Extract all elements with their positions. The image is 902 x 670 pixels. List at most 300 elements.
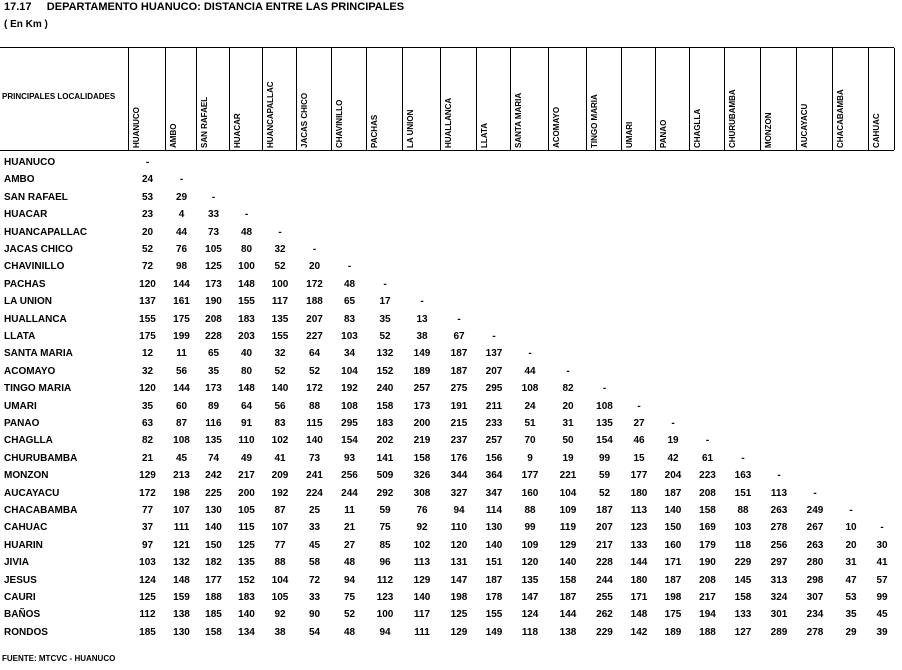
distance-cell: 48 xyxy=(343,278,356,290)
distance-cell: 175 xyxy=(664,609,682,621)
distance-cell: 52 xyxy=(379,331,391,342)
distance-cell: 140 xyxy=(664,505,682,516)
distance-cell: 160 xyxy=(664,539,682,551)
distance-cell: 158 xyxy=(559,574,577,586)
distance-cell: 11 xyxy=(176,348,187,360)
distance-cell: - xyxy=(244,209,249,221)
header-divider xyxy=(366,48,367,150)
distance-cell: 187 xyxy=(596,505,613,516)
row-label: LA UNION xyxy=(4,296,52,308)
distance-cell: 48 xyxy=(343,626,356,638)
distance-cell: 256 xyxy=(770,539,788,551)
distance-cell: 192 xyxy=(271,487,289,499)
column-header-jacas-chico: JACAS CHICO xyxy=(300,92,309,148)
distance-cell: 215 xyxy=(450,418,468,429)
distance-cell: 509 xyxy=(376,470,394,482)
distance-cell: 221 xyxy=(559,470,577,482)
distance-cell: 115 xyxy=(238,522,255,534)
distance-cell: 32 xyxy=(274,348,286,360)
distance-cell: 88 xyxy=(274,557,286,569)
distance-cell: 74 xyxy=(207,452,220,464)
distance-cell: 120 xyxy=(139,278,156,290)
distance-cell: 92 xyxy=(416,522,428,534)
distance-cell: 41 xyxy=(274,452,286,464)
distance-cell: - xyxy=(312,244,317,255)
distance-cell: 155 xyxy=(271,331,289,342)
header-divider xyxy=(128,48,129,150)
distance-cell: 80 xyxy=(240,365,253,377)
distance-cell: 140 xyxy=(559,557,577,569)
distance-cell: 9 xyxy=(527,452,533,464)
distance-cell: 175 xyxy=(139,331,156,342)
distance-cell: 25 xyxy=(308,505,321,516)
distance-cell: 292 xyxy=(376,487,394,499)
distance-cell: 158 xyxy=(413,452,431,464)
distance-cell: 96 xyxy=(379,557,391,569)
distance-cell: 118 xyxy=(734,539,752,551)
row-label: RONDOS xyxy=(4,626,48,638)
distance-cell: 191 xyxy=(450,400,468,412)
row-label: PANAO xyxy=(4,418,40,429)
distance-cell: 103 xyxy=(139,557,156,569)
column-header-chacabamba: CHACABAMBA xyxy=(836,89,845,148)
distance-cell: 190 xyxy=(699,557,716,569)
distance-cell: 138 xyxy=(559,626,577,638)
row-label: AMBO xyxy=(4,174,35,186)
row-label: CHAVINILLO xyxy=(4,261,65,273)
distance-cell: - xyxy=(420,296,424,308)
distance-cell: 211 xyxy=(485,400,503,412)
distance-cell: 52 xyxy=(274,365,286,377)
distance-cell: 173 xyxy=(205,383,222,395)
distance-cell: 99 xyxy=(876,592,888,603)
distance-cell: 27 xyxy=(343,539,356,551)
distance-cell: 19 xyxy=(562,452,574,464)
distance-cell: 140 xyxy=(413,592,431,603)
distance-cell: 219 xyxy=(413,435,431,447)
table-header xyxy=(0,47,894,151)
column-header-pachas: PACHAS xyxy=(370,114,379,148)
distance-cell: 148 xyxy=(173,574,190,586)
row-label: CHACABAMBA xyxy=(4,505,78,516)
header-divider xyxy=(621,48,622,150)
distance-cell: 177 xyxy=(205,574,222,586)
distance-cell: 151 xyxy=(485,557,503,569)
distance-cell: 40 xyxy=(240,348,253,360)
distance-cell: 171 xyxy=(630,592,648,603)
distance-cell: 183 xyxy=(238,313,255,325)
distance-cell: 82 xyxy=(141,435,154,447)
distance-cell: 15 xyxy=(633,452,645,464)
distance-cell: 158 xyxy=(734,592,752,603)
distance-cell: 83 xyxy=(274,418,286,429)
distance-cell: 80 xyxy=(240,244,253,255)
header-divider xyxy=(262,48,263,150)
distance-cell: 64 xyxy=(240,400,253,412)
column-header-aucayacu: AUCAYACU xyxy=(800,103,809,148)
distance-cell: - xyxy=(637,400,641,412)
distance-cell: 45 xyxy=(175,452,188,464)
distance-cell: - xyxy=(813,487,817,499)
distance-cell: 50 xyxy=(562,435,574,447)
distance-cell: 154 xyxy=(341,435,358,447)
distance-cell: 237 xyxy=(450,435,468,447)
distance-cell: 145 xyxy=(734,574,752,586)
distance-cell: 52 xyxy=(308,365,321,377)
distance-cell: 46 xyxy=(633,435,645,447)
distance-cell: 90 xyxy=(308,609,321,621)
row-label: SAN RAFAEL xyxy=(4,191,68,203)
header-divider xyxy=(402,48,403,150)
distance-cell: - xyxy=(602,383,607,395)
distance-cell: 140 xyxy=(205,522,222,534)
distance-cell: 23 xyxy=(141,209,154,221)
distance-cell: 187 xyxy=(450,365,468,377)
column-header-tingo-maria: TINGO MARIA xyxy=(590,94,599,148)
distance-cell: 44 xyxy=(175,226,188,238)
distance-cell: 24 xyxy=(141,174,154,186)
distance-cell: 32 xyxy=(141,365,154,377)
distance-cell: 20 xyxy=(308,261,321,273)
distance-cell: 224 xyxy=(306,487,323,499)
distance-cell: 133 xyxy=(630,539,648,551)
distance-cell: 204 xyxy=(664,470,682,482)
distance-cell: 52 xyxy=(274,261,286,273)
distance-cell: 257 xyxy=(485,435,503,447)
distance-cell: - xyxy=(457,313,461,325)
distance-cell: 33 xyxy=(207,209,220,221)
distance-cell: 127 xyxy=(734,626,752,638)
distance-cell: 54 xyxy=(308,626,321,638)
distance-cell: 172 xyxy=(306,278,323,290)
header-divider xyxy=(868,48,869,150)
distance-cell: 73 xyxy=(207,226,220,238)
distance-cell: 130 xyxy=(173,626,190,638)
row-label: LLATA xyxy=(4,331,36,342)
distance-cell: 140 xyxy=(271,383,289,395)
distance-cell: 105 xyxy=(205,244,222,255)
distance-cell: 225 xyxy=(205,487,222,499)
distance-cell: 20 xyxy=(141,226,154,238)
distance-cell: 207 xyxy=(485,365,503,377)
distance-cell: 17 xyxy=(379,296,391,308)
distance-cell: 35 xyxy=(845,609,857,621)
distance-cell: 65 xyxy=(343,296,356,308)
distance-cell: 198 xyxy=(450,592,468,603)
distance-cell: 129 xyxy=(450,626,468,638)
row-label: JACAS CHICO xyxy=(4,244,73,255)
distance-cell: 104 xyxy=(341,365,358,377)
distance-cell: 275 xyxy=(450,383,468,395)
distance-cell: 256 xyxy=(341,470,358,482)
distance-cell: 49 xyxy=(240,452,253,464)
distance-cell: 61 xyxy=(701,452,714,464)
distance-cell: 119 xyxy=(559,522,577,534)
distance-cell: 121 xyxy=(173,539,190,551)
distance-cell: 242 xyxy=(205,470,222,482)
distance-cell: 33 xyxy=(308,522,321,534)
distance-cell: 93 xyxy=(343,452,356,464)
distance-cell: 19 xyxy=(667,435,679,447)
row-label: HUALLANCA xyxy=(4,313,67,325)
distance-cell: 175 xyxy=(173,313,190,325)
distance-cell: 255 xyxy=(596,592,613,603)
distance-cell: 58 xyxy=(308,557,321,569)
table-subtitle: ( En Km ) xyxy=(4,19,48,30)
distance-cell: 150 xyxy=(205,539,222,551)
distance-cell: 199 xyxy=(173,331,190,342)
distance-cell: 180 xyxy=(630,487,648,499)
distance-cell: 108 xyxy=(173,435,190,447)
header-divider xyxy=(832,48,833,150)
column-header-la-union: LA UNION xyxy=(406,109,415,148)
header-divider xyxy=(724,48,725,150)
distance-cell: 244 xyxy=(596,574,613,586)
row-label: UMARI xyxy=(4,400,37,412)
distance-cell: 30 xyxy=(876,539,888,551)
distance-cell: 129 xyxy=(139,470,156,482)
header-divider xyxy=(296,48,297,150)
distance-cell: - xyxy=(849,505,853,516)
distance-cell: 72 xyxy=(308,574,321,586)
distance-cell: - xyxy=(741,452,745,464)
header-divider xyxy=(586,48,587,150)
header-divider xyxy=(331,48,332,150)
distance-cell: 144 xyxy=(173,383,190,395)
column-header-huanuco: HUANUCO xyxy=(132,107,141,148)
distance-cell: 118 xyxy=(521,626,539,638)
column-header-huallanca: HUALLANCA xyxy=(444,97,453,148)
distance-cell: 135 xyxy=(271,313,289,325)
distance-cell: 24 xyxy=(524,400,536,412)
column-header-santa-maria: SANTA MARIA xyxy=(514,92,523,148)
distance-cell: 31 xyxy=(845,557,857,569)
distance-cell: 94 xyxy=(343,574,356,586)
header-divider xyxy=(510,48,511,150)
distance-cell: 144 xyxy=(559,609,577,621)
distance-cell: 152 xyxy=(376,365,394,377)
distance-cell: 147 xyxy=(521,592,539,603)
distance-cell: 124 xyxy=(521,609,539,621)
row-label: PACHAS xyxy=(4,278,46,290)
distance-cell: 48 xyxy=(240,226,253,238)
distance-cell: 147 xyxy=(450,574,468,586)
distance-cell: 207 xyxy=(596,522,613,534)
distance-cell: 133 xyxy=(734,609,752,621)
distance-cell: 171 xyxy=(664,557,682,569)
distance-cell: 313 xyxy=(770,574,788,586)
distance-cell: 53 xyxy=(141,191,154,203)
distance-cell: 198 xyxy=(664,592,682,603)
distance-cell: 77 xyxy=(141,505,154,516)
distance-cell: 364 xyxy=(485,470,503,482)
header-divider xyxy=(476,48,477,150)
row-label: MONZON xyxy=(4,470,49,482)
distance-cell: 202 xyxy=(376,435,394,447)
distance-cell: 116 xyxy=(205,418,222,429)
distance-cell: 45 xyxy=(308,539,321,551)
header-divider xyxy=(229,48,230,150)
distance-cell: 182 xyxy=(205,557,222,569)
distance-cell: 94 xyxy=(379,626,391,638)
header-divider xyxy=(440,48,441,150)
column-header-huancapallac: HUANCAPALLAC xyxy=(266,81,275,148)
distance-cell: 77 xyxy=(274,539,286,551)
distance-cell: 73 xyxy=(308,452,321,464)
row-label: CAURI xyxy=(4,592,36,603)
distance-cell: 203 xyxy=(238,331,255,342)
distance-cell: 278 xyxy=(770,522,788,534)
distance-cell: 187 xyxy=(559,592,577,603)
distance-cell: 33 xyxy=(308,592,321,603)
distance-cell: 140 xyxy=(238,609,255,621)
header-divider xyxy=(165,48,166,150)
distance-cell: 57 xyxy=(876,574,888,586)
distance-cell: 112 xyxy=(139,609,156,621)
distance-cell: 107 xyxy=(271,522,289,534)
distance-cell: 27 xyxy=(633,418,645,429)
distance-cell: 209 xyxy=(271,470,289,482)
distance-cell: 123 xyxy=(376,592,394,603)
column-header-huacar: HUACAR xyxy=(233,113,242,148)
distance-cell: 158 xyxy=(376,400,394,412)
distance-cell: 227 xyxy=(306,331,323,342)
distance-cell: 100 xyxy=(376,609,394,621)
header-localidades-label: PRINCIPALES LOCALIDADES xyxy=(2,92,116,101)
distance-cell: 158 xyxy=(699,505,716,516)
distance-cell: 327 xyxy=(450,487,468,499)
distance-cell: 138 xyxy=(173,609,190,621)
distance-cell: 104 xyxy=(559,487,577,499)
distance-cell: 229 xyxy=(734,557,752,569)
distance-cell: - xyxy=(528,348,532,360)
distance-cell: 64 xyxy=(308,348,321,360)
distance-cell: 129 xyxy=(413,574,431,586)
distance-cell: 120 xyxy=(139,383,156,395)
distance-cell: 297 xyxy=(770,557,788,569)
distance-cell: 113 xyxy=(770,487,788,499)
distance-cell: 63 xyxy=(141,418,154,429)
distance-cell: 109 xyxy=(521,539,539,551)
distance-cell: 125 xyxy=(139,592,156,603)
source-note: FUENTE: MTCVC - HUANUCO xyxy=(2,654,116,663)
distance-cell: 125 xyxy=(450,609,468,621)
distance-cell: 29 xyxy=(845,626,857,638)
distance-cell: 200 xyxy=(413,418,431,429)
distance-cell: 117 xyxy=(413,609,431,621)
distance-cell: 65 xyxy=(207,348,220,360)
header-divider xyxy=(760,48,761,150)
distance-cell: 75 xyxy=(343,592,356,603)
distance-cell: 176 xyxy=(450,452,468,464)
header-divider xyxy=(894,48,895,150)
distance-cell: 280 xyxy=(806,557,824,569)
distance-cell: 148 xyxy=(630,609,648,621)
row-label: JIVIA xyxy=(4,557,30,569)
distance-cell: 200 xyxy=(238,487,255,499)
distance-cell: 229 xyxy=(596,626,613,638)
distance-cell: 76 xyxy=(175,244,188,255)
distance-cell: 169 xyxy=(699,522,716,534)
row-label: HUANCAPALLAC xyxy=(4,226,88,238)
distance-cell: 56 xyxy=(175,365,188,377)
distance-cell: 324 xyxy=(770,592,788,603)
distance-cell: 173 xyxy=(413,400,431,412)
distance-cell: 112 xyxy=(376,574,394,586)
distance-cell: 75 xyxy=(379,522,391,534)
distance-cell: 70 xyxy=(524,435,536,447)
distance-cell: 154 xyxy=(596,435,613,447)
distance-cell: 56 xyxy=(274,400,286,412)
distance-cell: 4 xyxy=(178,209,185,221)
distance-cell: 60 xyxy=(175,400,188,412)
column-header-cahuac: CAHUAC xyxy=(872,113,881,148)
column-header-chavinillo: CHAVINILLO xyxy=(335,99,344,148)
row-label: SANTA MARIA xyxy=(4,348,73,360)
distance-cell: 103 xyxy=(734,522,752,534)
distance-cell: 152 xyxy=(238,574,255,586)
distance-cell: 140 xyxy=(485,539,503,551)
distance-cell: 108 xyxy=(596,400,613,412)
distance-cell: 135 xyxy=(521,574,539,586)
distance-cell: 198 xyxy=(173,487,190,499)
header-divider xyxy=(689,48,690,150)
distance-cell: 207 xyxy=(306,313,323,325)
distance-cell: 89 xyxy=(207,400,220,412)
distance-cell: 37 xyxy=(141,522,154,534)
row-label: BAÑOS xyxy=(4,609,41,621)
distance-cell: - xyxy=(211,191,216,203)
distance-cell: 140 xyxy=(306,435,323,447)
distance-cell: 233 xyxy=(485,418,503,429)
distance-cell: 111 xyxy=(414,626,430,638)
distance-cell: - xyxy=(880,522,884,534)
column-header-umari: UMARI xyxy=(625,121,634,148)
distance-cell: 105 xyxy=(238,505,255,516)
distance-cell: 108 xyxy=(521,383,539,395)
distance-cell: 217 xyxy=(238,470,255,482)
distance-cell: 124 xyxy=(139,574,156,586)
distance-cell: 249 xyxy=(806,505,824,516)
distance-cell: 41 xyxy=(876,557,888,569)
distance-cell: 308 xyxy=(413,487,431,499)
distance-cell: 59 xyxy=(379,505,391,516)
distance-cell: - xyxy=(383,278,387,290)
distance-cell: 223 xyxy=(699,470,716,482)
distance-cell: 295 xyxy=(341,418,358,429)
distance-cell: 129 xyxy=(559,539,577,551)
distance-cell: 263 xyxy=(806,539,824,551)
distance-cell: 52 xyxy=(598,487,611,499)
distance-cell: 87 xyxy=(175,418,188,429)
distance-cell: - xyxy=(145,157,150,168)
distance-cell: 85 xyxy=(379,539,391,551)
distance-cell: 307 xyxy=(806,592,824,603)
distance-cell: 347 xyxy=(485,487,503,499)
distance-cell: - xyxy=(347,261,352,273)
distance-cell: 120 xyxy=(450,539,468,551)
distance-cell: 102 xyxy=(271,435,289,447)
distance-cell: 39 xyxy=(876,626,888,638)
distance-cell: 160 xyxy=(521,487,539,499)
distance-cell: 190 xyxy=(205,296,222,308)
distance-cell: 240 xyxy=(376,383,394,395)
distance-cell: 125 xyxy=(238,539,255,551)
distance-cell: 98 xyxy=(175,261,188,273)
distance-cell: 189 xyxy=(413,365,431,377)
distance-cell: - xyxy=(777,470,781,482)
distance-cell: 35 xyxy=(207,365,220,377)
